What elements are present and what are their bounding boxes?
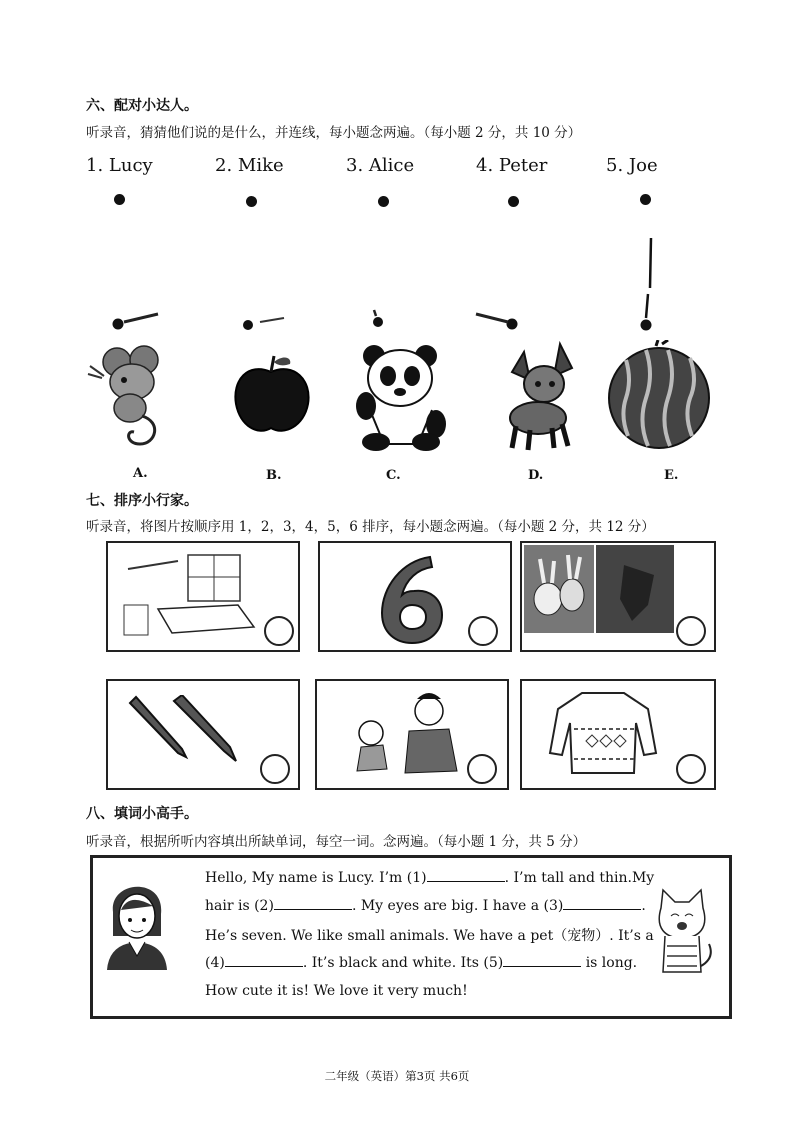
picture-box-bedroom: [106, 541, 300, 652]
section7-heading: 七、排序小行家。: [86, 493, 198, 509]
section6-heading: 六、配对小达人。: [86, 98, 198, 114]
option-c: C.: [386, 468, 401, 483]
apple-picture: [228, 352, 314, 438]
picture-dots[interactable]: [80, 230, 720, 340]
passage-line-3: [205, 925, 654, 945]
picture-box-six: [318, 541, 512, 652]
people-picture: [339, 685, 469, 780]
line4-text-c: is long.: [585, 955, 638, 971]
option-d: D.: [528, 468, 544, 483]
blank-3[interactable]: [563, 897, 641, 910]
dog-picture: [498, 340, 582, 452]
line3-text-a: He’s seven. We like small animals. We have a pet（宠物）. It’s a: [205, 928, 654, 944]
name-dot-4[interactable]: [508, 196, 519, 207]
rabbits-wolf-picture: [524, 545, 674, 635]
watermelon-picture: [606, 340, 712, 452]
section7-instruction: 听录音，将图片按顺序用 1，2，3，4，5，6 排序，每小题念两遍。（每小题 2 分，共 12 分）: [86, 519, 655, 535]
order-circle-2[interactable]: [468, 616, 498, 646]
line2-text-a: hair is (2): [205, 898, 274, 914]
name-peter: 4. Peter: [476, 155, 548, 176]
line2-text-c: .: [641, 898, 646, 914]
name-dot-5[interactable]: [640, 194, 651, 205]
blank-1[interactable]: [427, 869, 505, 882]
name-dot-1[interactable]: [114, 194, 125, 205]
picture-box-sweater: [520, 679, 716, 790]
option-b: B.: [266, 468, 282, 483]
blank-2[interactable]: [274, 897, 352, 910]
passage-line-4: [205, 954, 637, 971]
section6-instruction: 听录音，猜猜他们说的是什么，并连线，每小题念两遍。（每小题 2 分，共 10 分）: [86, 125, 582, 141]
line4-text-b: . It’s black and white. Its (5): [302, 955, 504, 971]
blank-4[interactable]: [225, 954, 303, 967]
order-circle-6[interactable]: [676, 754, 706, 784]
picture-box-people: [315, 679, 509, 790]
line1-text-b: . I’m tall and thin.My: [504, 870, 655, 886]
line4-text-a: (4): [205, 955, 225, 971]
bedroom-picture: [118, 549, 258, 644]
blank-5[interactable]: [503, 954, 581, 967]
passage-line-2: [205, 897, 646, 914]
line1-text-a: Hello, My name is Lucy. I’m (1): [205, 870, 427, 886]
passage-line-1: [205, 869, 654, 886]
picture-box-pens: [106, 679, 300, 790]
option-e: E.: [664, 468, 679, 483]
line2-text-b: . My eyes are big. I have a (3): [351, 898, 564, 914]
order-circle-3[interactable]: [676, 616, 706, 646]
number-six-picture: [372, 551, 452, 646]
order-circle-1[interactable]: [264, 616, 294, 646]
sweater-picture: [548, 689, 658, 777]
passage-line-5: [205, 983, 468, 999]
name-joe: 5. Joe: [606, 155, 658, 176]
cat-picture: [649, 888, 715, 978]
name-mike: 2. Mike: [215, 155, 284, 176]
section8-instruction: 听录音，根据所听内容填出所缺单词，每空一词。念两遍。（每小题 1 分，共 5 分）: [86, 834, 587, 850]
panda-picture: [352, 340, 450, 452]
girl-avatar: [99, 870, 175, 970]
mouse-picture: [82, 340, 172, 452]
name-dot-3[interactable]: [378, 196, 389, 207]
passage-box: [90, 855, 732, 1019]
page-footer: 二年级（英语）第3页 共6页: [324, 1069, 470, 1083]
order-circle-4[interactable]: [260, 754, 290, 784]
section8-heading: 八、填词小高手。: [86, 806, 198, 822]
order-circle-5[interactable]: [467, 754, 497, 784]
picture-box-rabbits-wolf: [520, 541, 716, 652]
name-dot-2[interactable]: [246, 196, 257, 207]
name-lucy: 1. Lucy: [86, 155, 153, 176]
pens-picture: [126, 695, 246, 765]
line5-text-a: How cute it is! We love it very much!: [205, 983, 468, 999]
name-alice: 3. Alice: [346, 155, 415, 176]
option-a: A.: [133, 466, 148, 481]
